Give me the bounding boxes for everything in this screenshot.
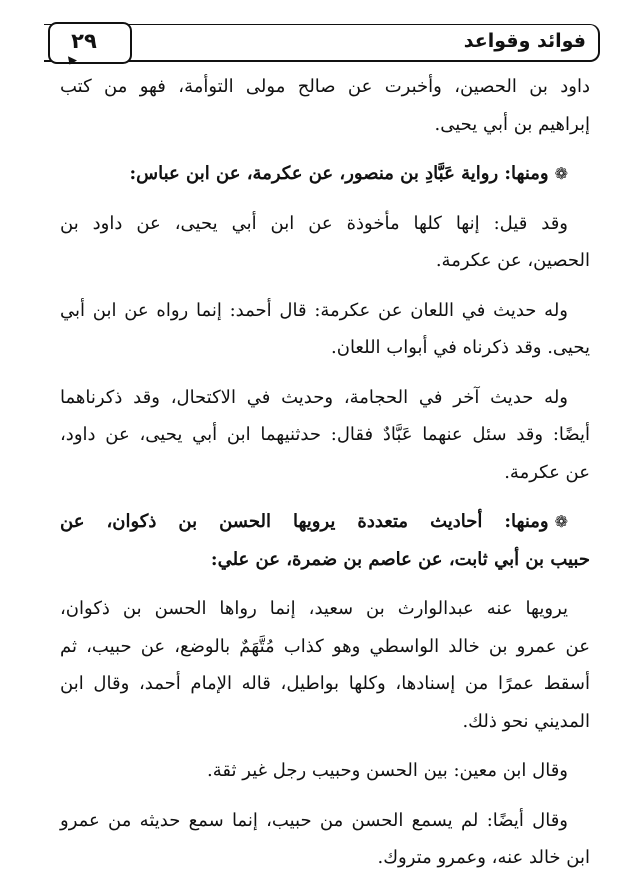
paragraph bbox=[60, 802, 590, 877]
paragraph bbox=[60, 68, 590, 143]
paragraph bbox=[60, 590, 590, 740]
text-line: ابن خالد عنه، وعمرو متروك. bbox=[377, 847, 590, 868]
page-number-tick bbox=[65, 56, 77, 67]
text-line: يرويها عنه عبدالوارث بن سعيد، إنما رواها الحسن بن ذكوان، bbox=[60, 598, 568, 619]
section-heading-text: ومنها: رواية عَبَّادِ بن منصور، عن عكرمة، عن ابن عباس: bbox=[129, 163, 549, 184]
text-line: وقال ابن معين: بين الحسن وحبيب رجل غير ثقة. bbox=[207, 760, 568, 781]
text-line: وقد قيل: إنها كلها مأخوذة عن ابن أبي يحيى، عن داود بن bbox=[60, 212, 568, 234]
text-line: عن عمرو بن خالد الواسطي وهو كذاب مُتَّهَمٌ بالوضع، عن حبيب، ثم bbox=[60, 635, 590, 657]
paragraph bbox=[60, 379, 590, 492]
text-line: أيضًا: وقد سئل عنهما عَبَّادٌ فقال: حدثنيهما ابن أبي يحيى، عن داود، bbox=[60, 424, 590, 445]
paragraph bbox=[60, 205, 590, 280]
text-line: أسقط عمرًا من إسنادها، وكلها بواطيل، قاله الإمام أحمد، وقال ابن bbox=[60, 673, 590, 694]
flower-ornament-icon: ❁ bbox=[554, 164, 568, 183]
text-line: وقال أيضًا: لم يسمع الحسن من حبيب، إنما سمع حديثه من عمرو bbox=[60, 809, 568, 831]
section-heading-text: حبيب بن أبي ثابت، عن عاصم بن ضمرة، عن علي: bbox=[210, 548, 590, 570]
text-line: يحيى. وقد ذكرناه في أبواب اللعان. bbox=[331, 337, 590, 358]
text-line: الحصين، عن عكرمة. bbox=[435, 250, 590, 271]
text-line: عن عكرمة. bbox=[504, 461, 590, 483]
text-line: داود بن الحصين، وأخبرت عن صالح مولى التوأمة، فهو من كتب bbox=[60, 76, 590, 97]
page-number-box bbox=[48, 22, 132, 64]
page-body bbox=[60, 68, 590, 877]
section-heading-text: ومنها: أحاديث متعددة يرويها الحسن بن ذكوان، عن bbox=[60, 511, 549, 532]
paragraph bbox=[60, 752, 590, 790]
running-header-title: فوائد وقواعد bbox=[463, 30, 586, 52]
text-line: إبراهيم بن أبي يحيى. bbox=[434, 113, 590, 135]
section-heading bbox=[60, 155, 590, 193]
paragraph bbox=[60, 292, 590, 367]
text-line: المديني نحو ذلك. bbox=[462, 710, 590, 732]
flower-ornament-icon: ❁ bbox=[554, 512, 568, 531]
text-line: وله حديث في اللعان عن عكرمة: قال أحمد: إنما رواه عن ابن أبي bbox=[60, 299, 568, 321]
text-line: وله حديث آخر في الحجامة، وحديث في الاكتحال، وقد ذكرناهما bbox=[60, 386, 569, 408]
page-number: ٢٩ bbox=[71, 29, 97, 53]
section-heading bbox=[60, 503, 590, 578]
